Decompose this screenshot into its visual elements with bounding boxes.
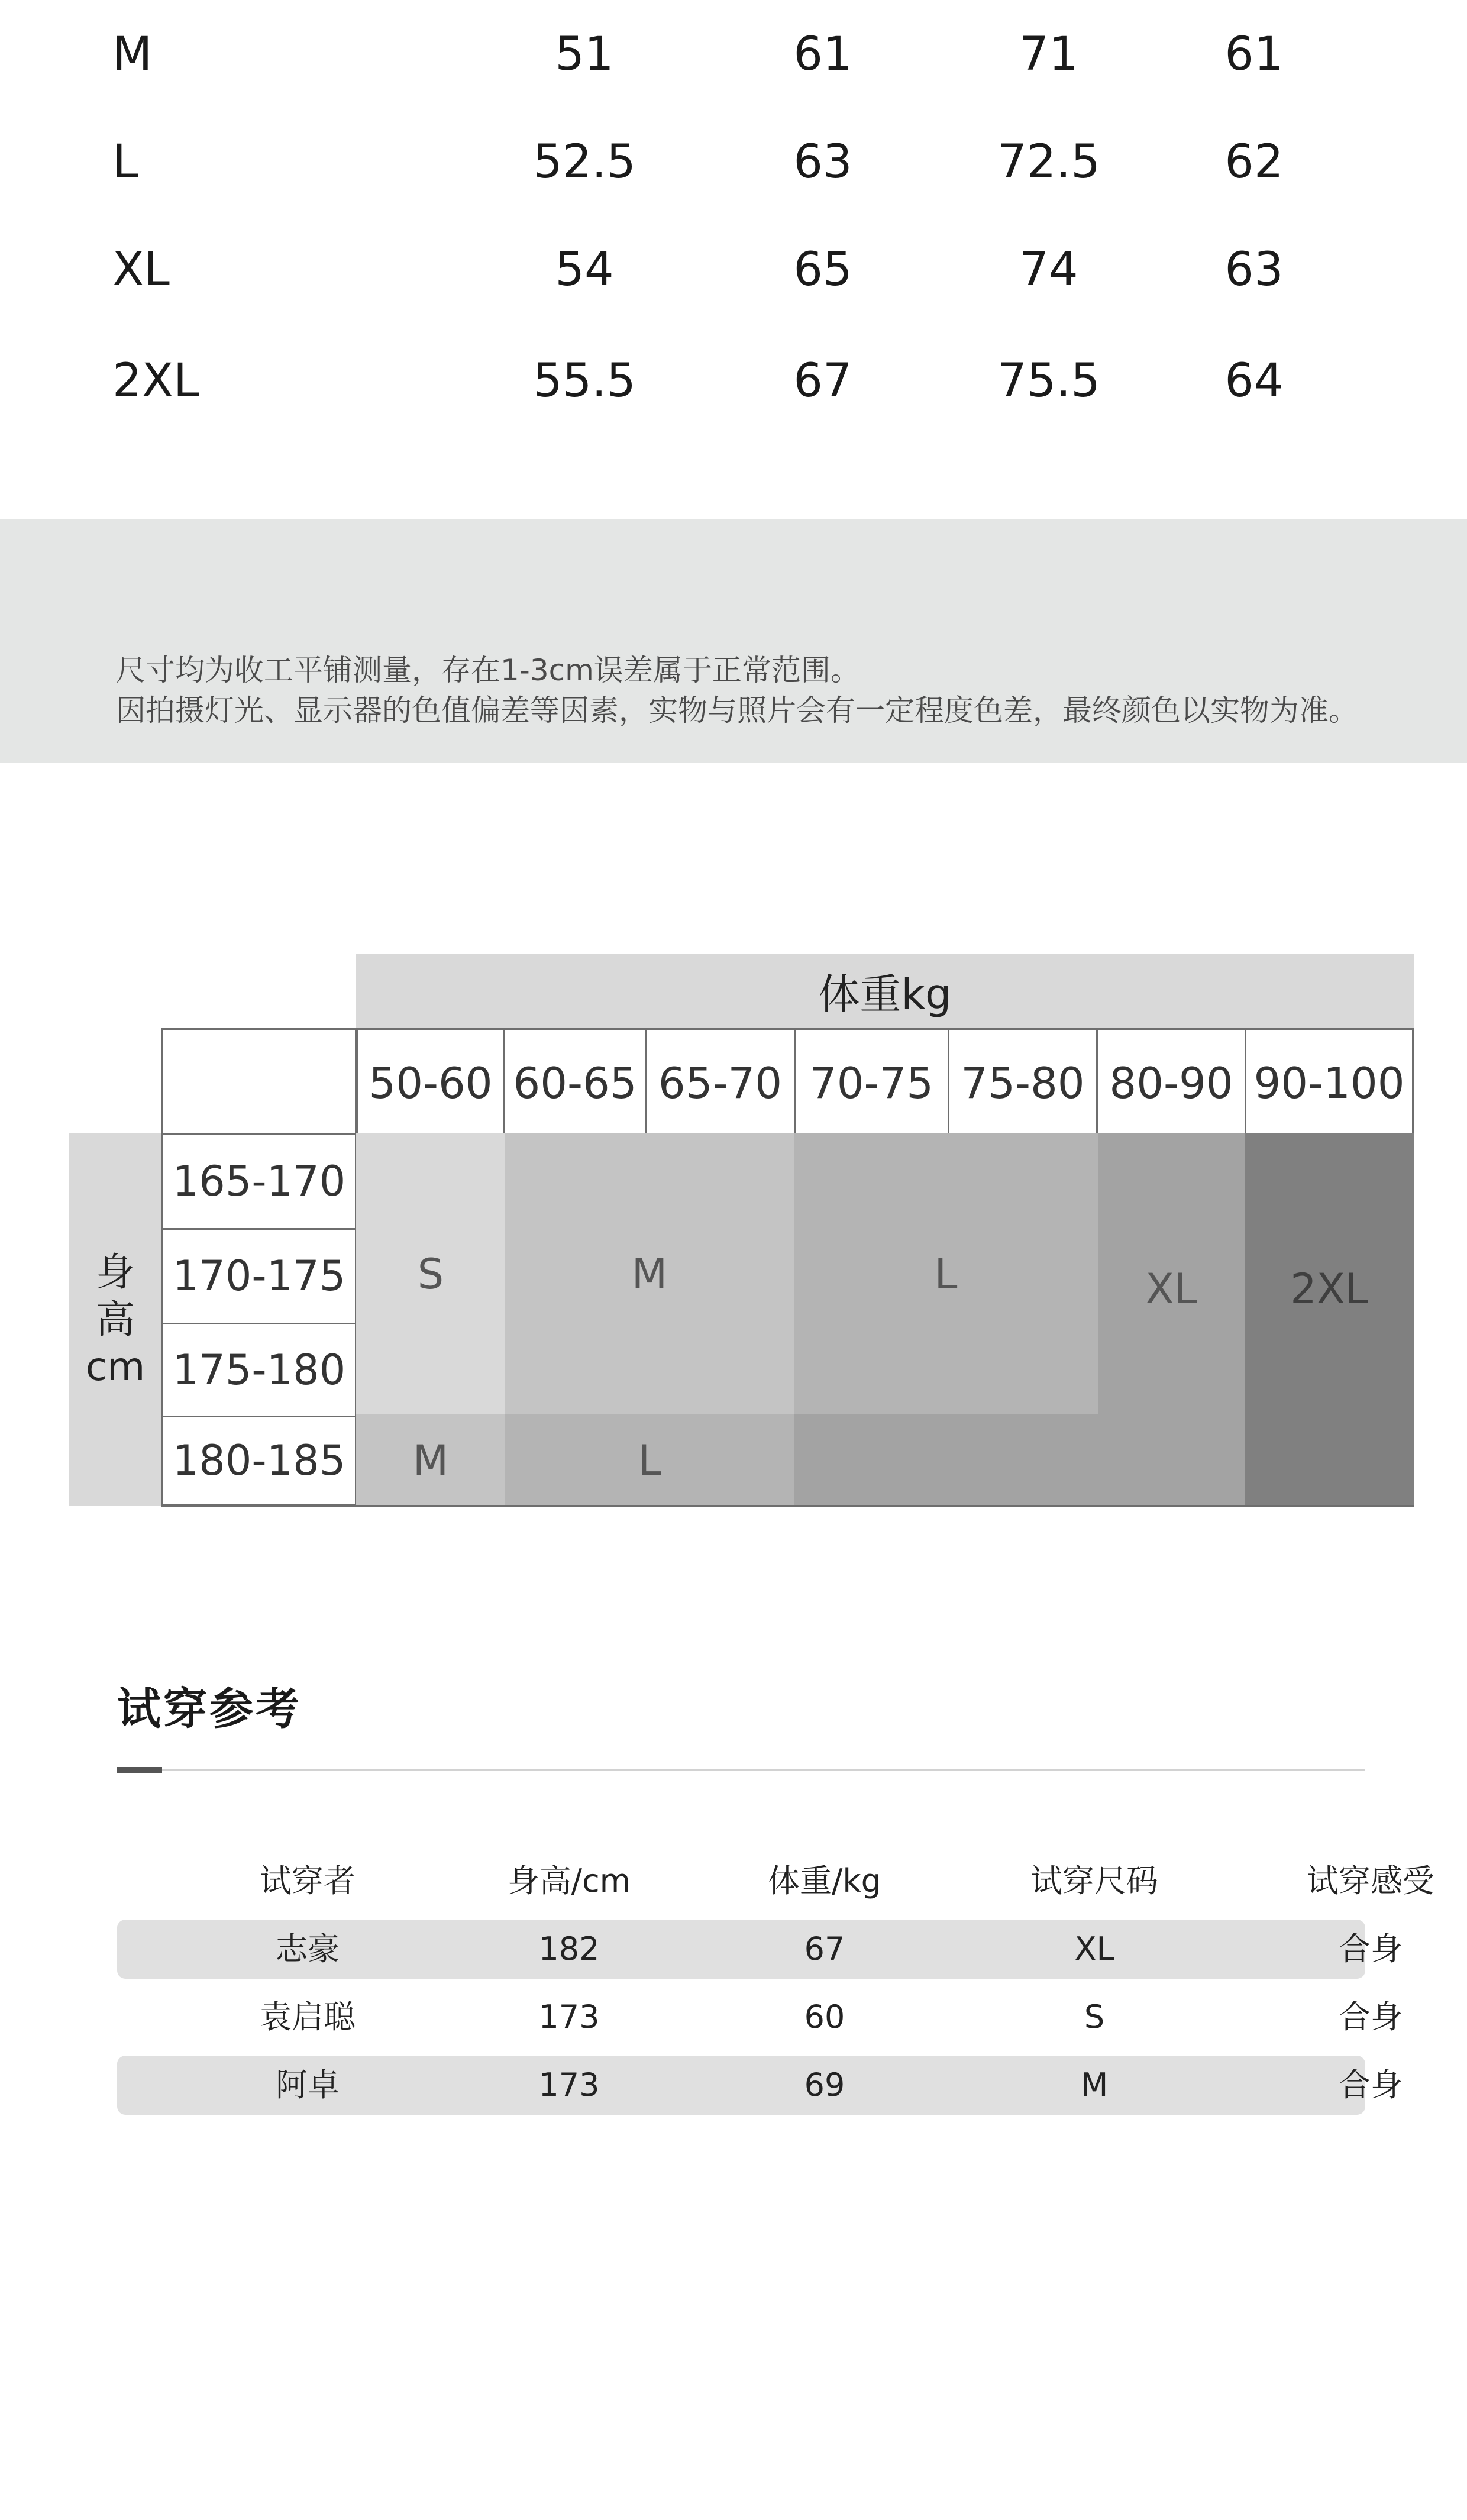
section-divider-accent	[117, 1767, 162, 1773]
size-row	[0, 334, 1467, 428]
measure-value: 71	[1019, 28, 1078, 81]
weight-range-header: 50-60	[356, 1028, 505, 1135]
measure-value: 61	[793, 28, 852, 81]
measure-value: 74	[1019, 243, 1078, 296]
tryon-column-header: 试穿者	[260, 1862, 356, 1899]
size-row	[0, 222, 1467, 317]
measure-value: 51	[555, 28, 614, 81]
measure-value: 54	[555, 243, 614, 296]
size-row	[0, 7, 1467, 102]
tryon-size: XL	[1074, 1930, 1114, 1967]
tryon-size: M	[1080, 2066, 1109, 2104]
tryon-table-row	[117, 2056, 1403, 2115]
measurement-note-panel	[0, 519, 1467, 763]
weight-range-header: 65-70	[645, 1028, 796, 1135]
tryon-fit: 合身	[1339, 2066, 1403, 2104]
size-label: M	[112, 28, 153, 81]
measure-value: 61	[1224, 28, 1284, 81]
size-zone-label: S	[417, 1249, 444, 1298]
measure-value: 52.5	[533, 135, 636, 189]
weight-header-band	[356, 954, 1414, 1028]
size-zone-label: L	[934, 1249, 958, 1298]
height-axis-label	[69, 1133, 162, 1506]
tryon-height: 173	[538, 2066, 600, 2104]
size-zone-m	[505, 1133, 794, 1414]
measure-value: 72.5	[997, 135, 1100, 189]
size-zone-label: XL	[1145, 1265, 1197, 1313]
height-label-char: 身	[96, 1249, 135, 1295]
size-label: L	[112, 135, 138, 189]
size-measurement-table	[0, 0, 1467, 521]
corner-cell	[161, 1028, 357, 1135]
tryon-height: 173	[538, 1998, 600, 2036]
weight-range-header: 90-100	[1245, 1028, 1414, 1135]
size-zone-label: L	[638, 1436, 661, 1485]
tryon-section-title: 试穿参考	[117, 1684, 302, 1734]
measure-value: 62	[1224, 135, 1284, 189]
measure-value: 63	[793, 135, 852, 189]
height-range-label: 170-175	[161, 1228, 357, 1324]
weight-range-header: 60-65	[503, 1028, 647, 1135]
height-label-char: 高	[96, 1297, 135, 1342]
note-line-tolerance: 尺寸均为收工平铺测量，存在1-3cm误差属于正常范围。	[116, 653, 860, 687]
size-zone-s	[356, 1133, 505, 1414]
size-label: 2XL	[112, 354, 199, 408]
tryon-person: 袁启聪	[260, 1998, 356, 2036]
tryon-column-header: 试穿尺码	[1030, 1862, 1158, 1899]
size-zone-l	[794, 1133, 1098, 1414]
size-zone-xl	[1098, 1133, 1245, 1414]
note-line-color-difference: 因拍摄灯光、显示器的色值偏差等因素，实物与照片会有一定程度色差，最终颜色以实物为准。	[116, 693, 1358, 728]
measure-value: 63	[1224, 243, 1284, 296]
tryon-weight: 67	[804, 1930, 845, 1967]
size-zone-label: M	[412, 1436, 449, 1485]
size-label: XL	[112, 243, 170, 296]
tryon-table-row	[117, 1920, 1403, 1979]
tryon-column-header: 试穿感受	[1307, 1862, 1434, 1899]
size-recommendation-chart	[0, 946, 1467, 1514]
size-zone-xl-tall	[794, 1414, 1245, 1506]
size-zone-2xl	[1245, 1133, 1414, 1506]
height-range-label: 180-185	[161, 1416, 357, 1506]
measure-value: 55.5	[533, 354, 636, 408]
tryon-table-header	[117, 1852, 1434, 1911]
tryon-person: 志豪	[276, 1930, 340, 1967]
weight-title: 体重kg	[818, 970, 952, 1019]
tryon-weight: 60	[804, 1998, 845, 2036]
tryon-weight: 69	[804, 2066, 845, 2104]
measure-value: 67	[793, 354, 852, 408]
tryon-column-header: 体重/kg	[768, 1862, 881, 1899]
size-zone-label: 2XL	[1290, 1265, 1368, 1313]
size-zone-label: M	[631, 1249, 668, 1298]
tryon-height: 182	[538, 1930, 600, 1967]
size-zone-l-tall	[505, 1414, 794, 1506]
tryon-column-header: 身高/cm	[507, 1862, 631, 1899]
measure-value: 65	[793, 243, 852, 296]
weight-range-header: 70-75	[794, 1028, 949, 1135]
section-divider	[117, 1769, 1365, 1771]
weight-range-header: 80-90	[1096, 1028, 1246, 1135]
measure-value: 64	[1224, 354, 1284, 408]
tryon-person: 阿卓	[276, 2066, 340, 2104]
height-range-label: 165-170	[161, 1133, 357, 1230]
height-range-label: 175-180	[161, 1323, 357, 1417]
size-row	[0, 115, 1467, 209]
size-zone-m-tall	[356, 1414, 505, 1506]
tryon-size: S	[1084, 1998, 1105, 2036]
height-label-unit: cm	[85, 1344, 146, 1390]
tryon-fit: 合身	[1339, 1930, 1403, 1967]
measure-value: 75.5	[997, 354, 1100, 408]
weight-range-header: 75-80	[948, 1028, 1098, 1135]
tryon-table-row	[117, 1988, 1403, 2047]
chart-bottom-rule	[161, 1505, 1414, 1507]
tryon-fit: 合身	[1339, 1998, 1403, 2036]
